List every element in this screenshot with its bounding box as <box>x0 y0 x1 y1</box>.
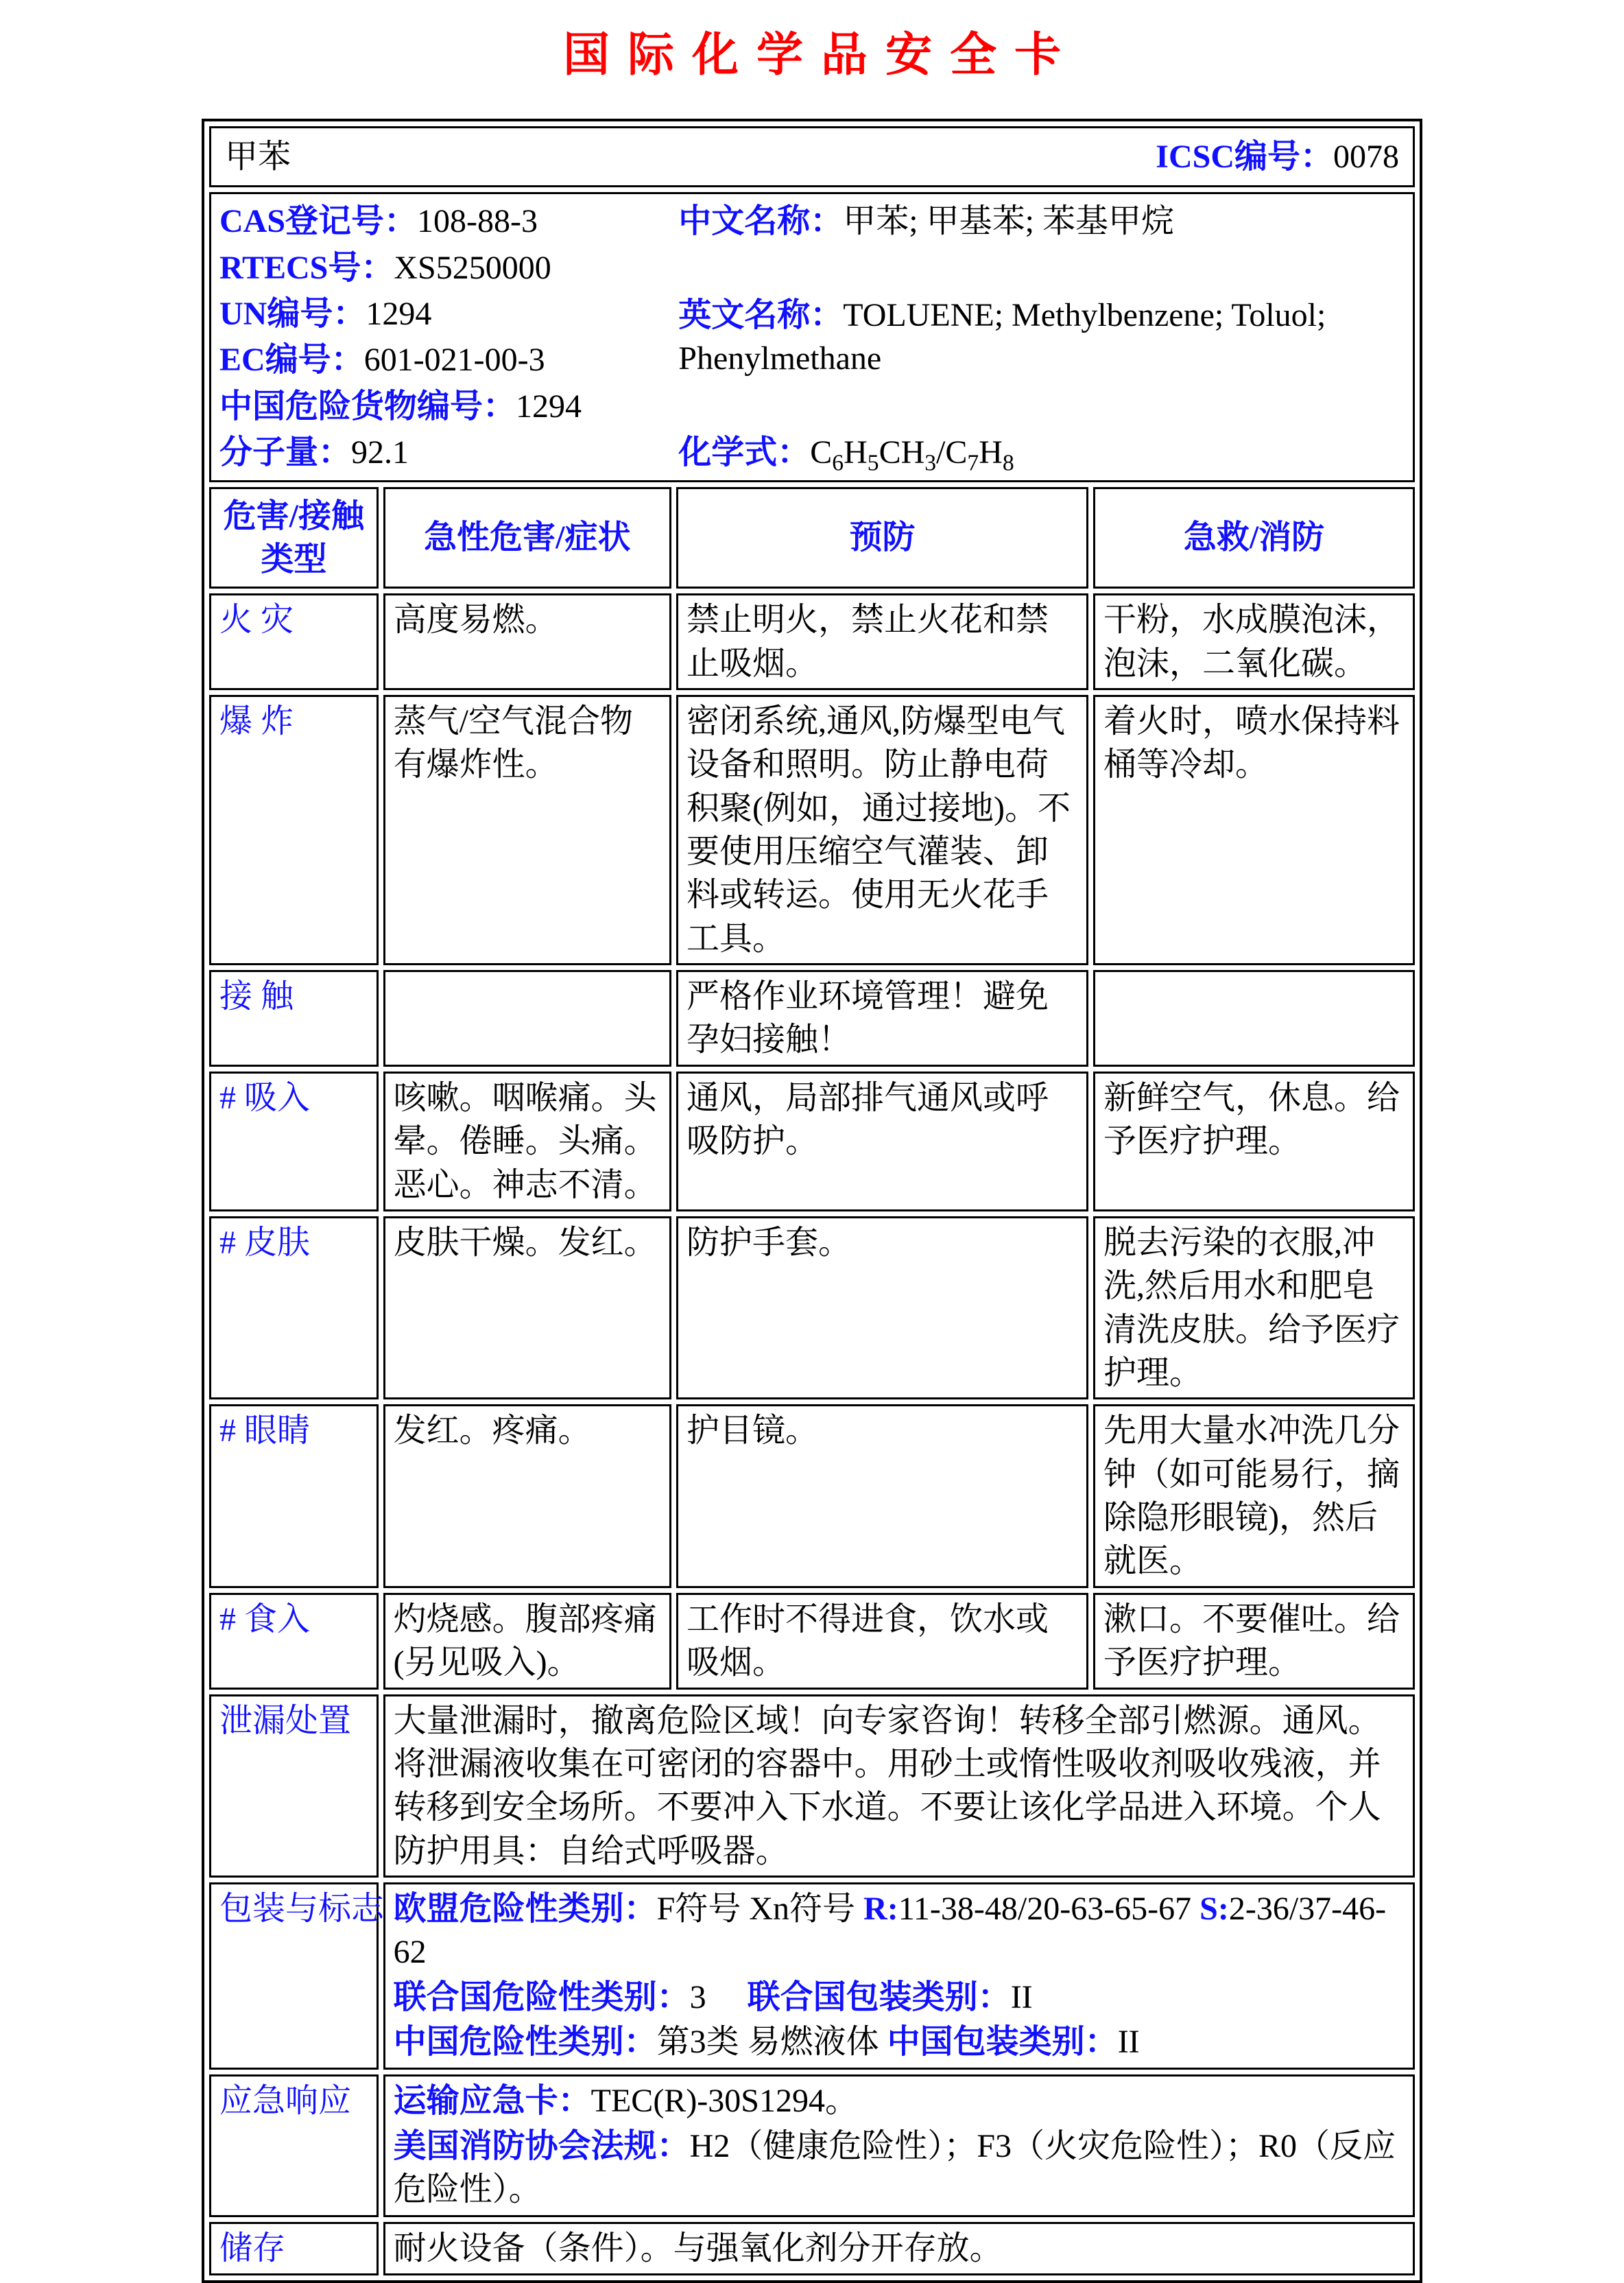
spill-type-cell <box>209 1694 379 1878</box>
cas-registry-value: 108-88-3 <box>417 203 538 240</box>
explosion-type-cell <box>209 695 379 965</box>
chinese-name-field <box>678 198 1405 244</box>
spill-row <box>209 1694 1415 1878</box>
storage-type-label: 储存 <box>219 2230 286 2267</box>
eyes-type-label: # 眼睛 <box>219 1412 311 1450</box>
identification-cell <box>209 192 1415 482</box>
english-name-field <box>678 292 1405 382</box>
fire-symptoms-cell: 高度易燃。 <box>383 593 671 690</box>
identification-right <box>676 198 1405 475</box>
molecular-weight-field <box>219 429 676 475</box>
inhalation-prevention-cell: 通风，局部排气通风或呼吸防护。 <box>676 1072 1088 1211</box>
fire-type-label: 火 灾 <box>219 602 294 639</box>
inhalation-type-label: # 吸入 <box>219 1079 311 1116</box>
rtecs-label: RTECS号： <box>219 249 394 286</box>
inhalation-type-cell <box>209 1072 379 1211</box>
spill-content-cell: 大量泄漏时，撤离危险区域！向专家咨询！转移全部引燃源。通风。将泄漏液收集在可密闭的容器中。用砂土或惰性吸收剂吸收残液，并转移到安全场所。不要冲入下水道。不要让该化学品进入环境。个人防护用具：自给式呼吸器。 <box>383 1694 1415 1878</box>
rtecs-field <box>219 245 676 291</box>
contact-firstaid-cell <box>1093 970 1415 1067</box>
card-header-cell <box>209 126 1415 187</box>
un-number-label: UN编号： <box>219 296 366 333</box>
chinese-name-value: 甲苯; 甲基苯; 苯基甲烷 <box>843 203 1174 240</box>
packaging-un-line: 联合国危险性类别：3 联合国包装类别：II <box>393 1978 1033 2015</box>
packaging-type-cell <box>209 1882 385 2070</box>
header-prevention: 预防 <box>676 487 1088 589</box>
formula-field <box>678 429 1405 475</box>
ingestion-firstaid-cell: 漱口。不要催吐。给予医疗护理。 <box>1093 1593 1415 1690</box>
packaging-row <box>209 1882 1415 2070</box>
packaging-content-cell <box>383 1882 1415 2070</box>
inhalation-firstaid-cell: 新鲜空气，休息。给予医疗护理。 <box>1093 1072 1415 1211</box>
ec-number-label: EC编号： <box>219 342 364 379</box>
icsc-number-label: ICSC编号： <box>1156 139 1333 175</box>
packaging-eu-line: 欧盟危险性类别：F符号 Xn符号 R:11-38-48/20-63-65-67 S:2-36/37-46-62 <box>393 1890 1387 1971</box>
inhalation-row <box>209 1072 1415 1211</box>
skin-row <box>209 1216 1415 1399</box>
header-firstaid: 急救/消防 <box>1093 487 1415 589</box>
contact-symptoms-cell <box>383 970 671 1067</box>
un-number-value: 1294 <box>366 296 432 333</box>
ingestion-type-cell <box>209 1593 379 1690</box>
emergency-type-label: 应急响应 <box>219 2083 352 2120</box>
header-symptoms: 急性危害/症状 <box>383 487 671 589</box>
eyes-row <box>209 1404 1415 1587</box>
explosion-prevention-cell: 密闭系统,通风,防爆型电气设备和照明。防止静电荷积聚(例如，通过接地)。不要使用压缩空气灌装、卸料或转运。使用无火花手工具。 <box>676 695 1088 965</box>
eyes-type-cell <box>209 1404 379 1587</box>
identification <box>219 197 1405 477</box>
storage-content-cell: 耐火设备（条件）。与强氧化剂分开存放。 <box>383 2222 1415 2275</box>
storage-row <box>209 2222 1415 2275</box>
fire-firstaid-cell: 干粉，水成膜泡沫，泡沫，二氧化碳。 <box>1093 593 1415 690</box>
china-dg-number-label: 中国危险货物编号： <box>219 388 516 425</box>
icsc-number <box>1156 135 1399 178</box>
eyes-prevention-cell: 护目镜。 <box>676 1404 1088 1587</box>
un-number-field <box>219 291 676 337</box>
formula-value: $C_6H_5CH_3/C_7H_8$ <box>810 434 1014 476</box>
ingestion-prevention-cell: 工作时不得进食，饮水或吸烟。 <box>676 1593 1088 1690</box>
rtecs-value: XS5250000 <box>394 249 551 286</box>
emergency-row <box>209 2074 1415 2217</box>
hazard-header-row <box>209 487 1415 589</box>
ingestion-type-label: # 食入 <box>219 1600 311 1637</box>
fire-row <box>209 593 1415 690</box>
emergency-tec-line: 运输应急卡：TEC(R)-30S1294。 <box>393 2083 858 2120</box>
page-title: 国际化学品安全卡 <box>562 29 1079 81</box>
header-hazard-type: 危害/接触类型 <box>209 487 379 589</box>
molecular-weight-value: 92.1 <box>351 434 409 471</box>
china-dg-number-field <box>219 383 676 429</box>
ingestion-row <box>209 1593 1415 1690</box>
storage-type-cell <box>209 2222 379 2275</box>
spill-type-label: 泄漏处置 <box>219 1702 352 1739</box>
formula-label: 化学式： <box>678 434 811 471</box>
explosion-type-label: 爆 炸 <box>219 702 294 740</box>
emergency-nfpa-line: 美国消防协会法规：H2（健康危险性）；F3（火灾危险性）；R0（反应危险性）。 <box>393 2127 1396 2208</box>
chemical-name: 甲苯 <box>225 139 291 175</box>
explosion-firstaid-cell: 着火时，喷水保持料桶等冷却。 <box>1093 695 1415 965</box>
contact-type-label: 接 触 <box>219 978 294 1015</box>
contact-type-cell <box>209 970 379 1067</box>
explosion-row <box>209 695 1415 965</box>
inhalation-symptoms-cell: 咳嗽。咽喉痛。头晕。倦睡。头痛。恶心。神志不清。 <box>383 1072 671 1211</box>
cas-registry-label: CAS登记号： <box>219 203 418 240</box>
contact-prevention-cell: 严格作业环境管理！避免孕妇接触！ <box>676 970 1088 1067</box>
molecular-weight-label: 分子量： <box>219 434 352 471</box>
eyes-symptoms-cell: 发红。疼痛。 <box>383 1404 671 1587</box>
icsc-card-table <box>202 119 1422 2283</box>
card-header-row <box>209 126 1415 187</box>
emergency-type-cell <box>209 2074 379 2217</box>
skin-firstaid-cell: 脱去污染的衣服,冲洗,然后用水和肥皂清洗皮肤。给予医疗护理。 <box>1093 1216 1415 1399</box>
skin-prevention-cell: 防护手套。 <box>676 1216 1088 1399</box>
skin-symptoms-cell: 皮肤干燥。发红。 <box>383 1216 671 1399</box>
identification-left <box>219 198 676 475</box>
icsc-number-value: 0078 <box>1333 139 1399 175</box>
ec-number-value: 601-021-00-3 <box>363 342 545 379</box>
english-name-label: 英文名称： <box>678 297 844 334</box>
skin-type-label: # 皮肤 <box>219 1224 311 1261</box>
chinese-name-label: 中文名称： <box>678 203 844 240</box>
identification-row <box>209 192 1415 482</box>
fire-type-cell <box>209 593 379 690</box>
skin-type-cell <box>209 1216 379 1399</box>
english-name-value: TOLUENE; Methylbenzene; Toluol; Phenylmethane <box>678 297 1326 377</box>
explosion-symptoms-cell: 蒸气/空气混合物有爆炸性。 <box>383 695 671 965</box>
card-header <box>219 131 1405 182</box>
eyes-firstaid-cell: 先用大量水冲洗几分钟（如可能易行，摘除隐形眼镜)，然后就医。 <box>1093 1404 1415 1587</box>
contact-row <box>209 970 1415 1067</box>
ingestion-symptoms-cell: 灼烧感。腹部疼痛(另见吸入)。 <box>383 1593 671 1690</box>
packaging-type-label: 包装与标志 <box>219 1890 385 1927</box>
fire-prevention-cell: 禁止明火，禁止火花和禁止吸烟。 <box>676 593 1088 690</box>
packaging-cn-line: 中国危险性类别：第3类 易燃液体 中国包装类别：II <box>393 2024 1140 2061</box>
cas-registry-field <box>219 198 676 244</box>
ec-number-field <box>219 337 676 383</box>
emergency-content-cell <box>383 2074 1415 2217</box>
china-dg-number-value: 1294 <box>516 388 582 425</box>
